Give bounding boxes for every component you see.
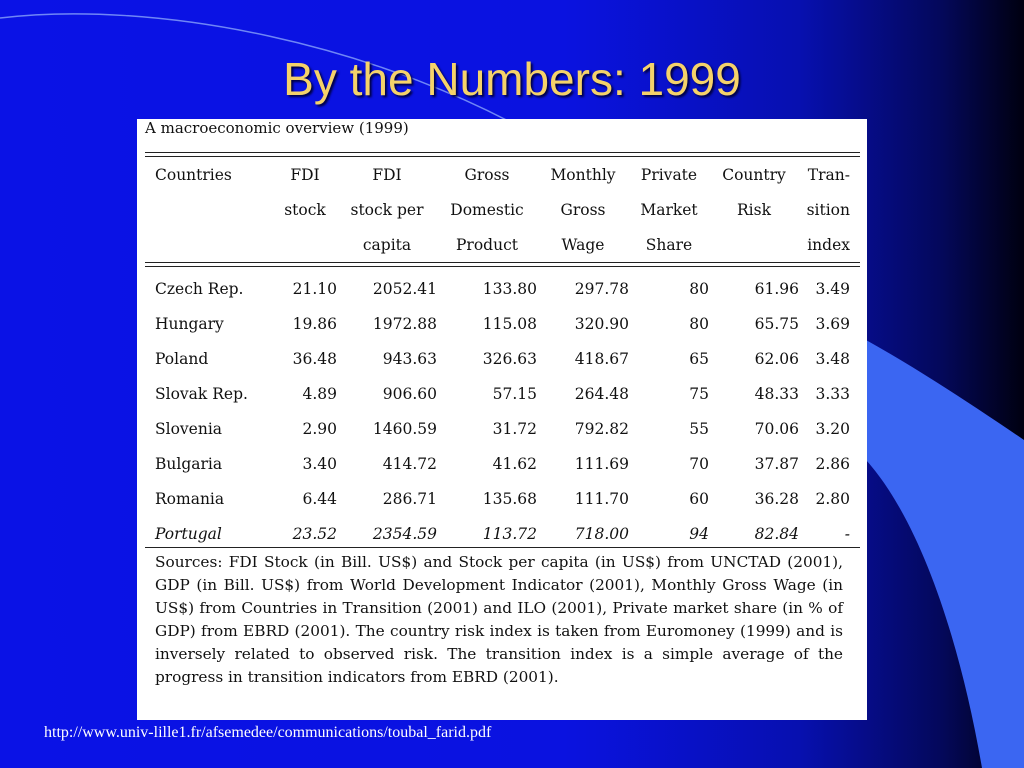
value-cell: 3.48	[815, 350, 850, 368]
value-cell: 19.86	[292, 315, 337, 333]
decorative-wave	[866, 340, 1024, 768]
value-cell: 70.06	[754, 420, 799, 438]
value-cell: 41.62	[492, 455, 537, 473]
source-url: http://www.univ-lille1.fr/afsemedee/communications/toubal_farid.pdf	[44, 724, 492, 741]
value-cell: -	[844, 525, 850, 543]
table-row	[145, 447, 860, 482]
value-cell: 3.20	[815, 420, 850, 438]
value-cell: 21.10	[292, 280, 337, 298]
table-row	[145, 377, 860, 412]
value-cell: 75	[689, 385, 709, 403]
column-header: Tran- sition index	[806, 166, 850, 254]
table-row	[145, 412, 860, 447]
country-name-cell: Hungary	[155, 315, 224, 333]
value-cell: 94	[689, 525, 709, 543]
macroeconomic-table	[145, 158, 860, 552]
value-cell: 55	[689, 420, 709, 438]
column-header: Countries	[155, 166, 232, 184]
value-cell: 6.44	[302, 490, 337, 508]
value-cell: 943.63	[382, 350, 437, 368]
value-cell: 906.60	[382, 385, 437, 403]
value-cell: 4.89	[302, 385, 337, 403]
value-cell: 65	[689, 350, 709, 368]
value-cell: 418.67	[574, 350, 629, 368]
value-cell: 135.68	[482, 490, 537, 508]
top-rule-2	[145, 156, 860, 157]
value-cell: 3.40	[302, 455, 337, 473]
sources-note: Sources: FDI Stock (in Bill. US$) and Stock per capita (in US$) from UNCTAD (2001), GDP (in Bill. US$) from World Development Indicator (2001), Monthly Gross Wage (in US$) from Countries in Transition (2001) and ILO (2001), Private market share (in % of GDP) from EBRD (2001). The country risk index is taken from Euromoney (1999) and is inversely related to observed risk. The transition index is a simple average of the progress in transition indicators from EBRD (2001).	[155, 553, 843, 686]
value-cell: 80	[689, 315, 709, 333]
value-cell: 23.52	[292, 525, 337, 543]
value-cell: 297.78	[574, 280, 629, 298]
value-cell: 48.33	[754, 385, 799, 403]
value-cell: 82.84	[754, 525, 799, 543]
table-row	[145, 307, 860, 342]
value-cell: 320.90	[574, 315, 629, 333]
value-cell: 31.72	[492, 420, 537, 438]
value-cell: 2354.59	[372, 525, 437, 543]
country-name-cell: Czech Rep.	[155, 280, 244, 298]
value-cell: 111.70	[574, 490, 629, 508]
value-cell: 792.82	[574, 420, 629, 438]
value-cell: 60	[689, 490, 709, 508]
value-cell: 111.69	[574, 455, 629, 473]
table-caption: A macroeconomic overview (1999)	[145, 119, 409, 137]
table-panel	[137, 119, 867, 720]
value-cell: 1972.88	[372, 315, 437, 333]
value-cell: 57.15	[492, 385, 537, 403]
column-header: Gross Domestic Product	[450, 166, 524, 254]
header-rule-2	[145, 266, 860, 267]
value-cell: 414.72	[382, 455, 437, 473]
country-name-cell: Portugal	[155, 525, 222, 543]
value-cell: 264.48	[574, 385, 629, 403]
value-cell: 1460.59	[372, 420, 437, 438]
value-cell: 37.87	[754, 455, 799, 473]
value-cell: 61.96	[754, 280, 799, 298]
top-rule-1	[145, 152, 860, 153]
column-header: Monthly Gross Wage	[550, 166, 616, 254]
value-cell: 2.86	[815, 455, 850, 473]
header-rule-1	[145, 262, 860, 263]
country-name-cell: Slovak Rep.	[155, 385, 248, 403]
value-cell: 286.71	[382, 490, 437, 508]
value-cell: 2052.41	[372, 280, 437, 298]
table-body	[145, 263, 860, 552]
value-cell: 3.49	[815, 280, 850, 298]
table-row	[145, 482, 860, 517]
country-name-cell: Romania	[155, 490, 225, 508]
value-cell: 70	[689, 455, 709, 473]
value-cell: 2.90	[302, 420, 337, 438]
value-cell: 113.72	[482, 525, 537, 543]
country-name-cell: Slovenia	[155, 420, 223, 438]
slide-title: By the Numbers: 1999	[283, 53, 741, 105]
value-cell: 3.69	[815, 315, 850, 333]
column-header: Private Market Share	[640, 166, 698, 254]
value-cell: 3.33	[815, 385, 850, 403]
value-cell: 36.48	[292, 350, 337, 368]
country-name-cell: Bulgaria	[155, 455, 223, 473]
bottom-rule	[145, 547, 860, 548]
value-cell: 718.00	[574, 525, 629, 543]
value-cell: 36.28	[754, 490, 799, 508]
value-cell: 115.08	[482, 315, 537, 333]
value-cell: 62.06	[754, 350, 799, 368]
column-header: FDI stock	[284, 166, 326, 219]
table-row	[145, 263, 860, 307]
table-row	[145, 342, 860, 377]
country-name-cell: Poland	[155, 350, 209, 368]
column-header: Country Risk	[722, 166, 786, 219]
value-cell: 80	[689, 280, 709, 298]
column-header: FDI stock per capita	[350, 166, 424, 254]
table-header-row	[145, 158, 860, 263]
value-cell: 65.75	[754, 315, 799, 333]
value-cell: 133.80	[482, 280, 537, 298]
value-cell: 2.80	[815, 490, 850, 508]
value-cell: 326.63	[482, 350, 537, 368]
